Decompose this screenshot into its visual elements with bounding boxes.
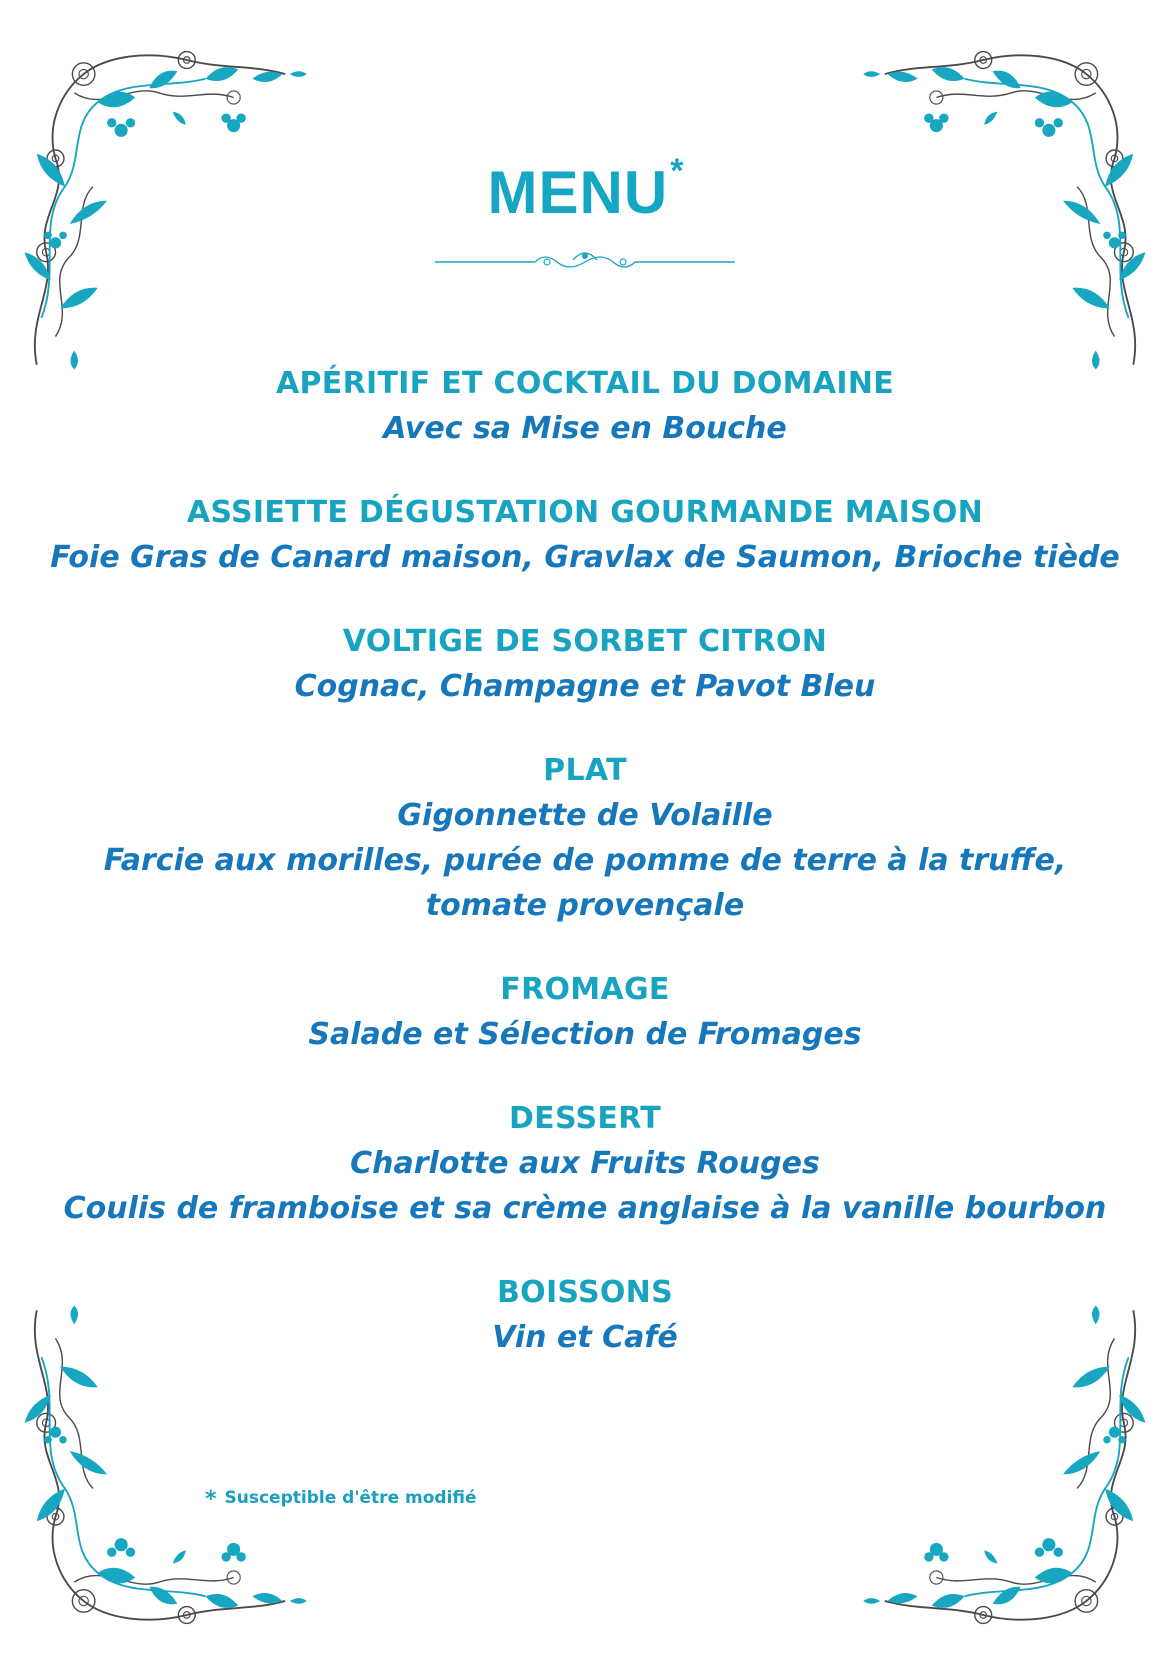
section-line: Cognac, Champagne et Pavot Bleu	[294, 669, 876, 704]
section-heading: ASSIETTE DÉGUSTATION GOURMANDE MAISON	[186, 495, 984, 530]
footnote-mark: *	[205, 1487, 217, 1512]
footnote-text: Susceptible d'être modifié	[224, 1488, 477, 1508]
menu-section-boissons	[0, 1271, 1170, 1360]
section-line: Vin et Café	[492, 1320, 678, 1355]
menu-section-assiette	[0, 491, 1170, 580]
menu-section-fromage	[0, 968, 1170, 1057]
section-line: tomate provençale	[425, 888, 745, 923]
menu-section-sorbet	[0, 620, 1170, 709]
menu-section-plat	[0, 749, 1170, 928]
section-heading: VOLTIGE DE SORBET CITRON	[342, 624, 828, 659]
section-line: Avec sa Mise en Bouche	[383, 411, 787, 446]
section-heading: APÉRITIF ET COCKTAIL DU DOMAINE	[275, 366, 895, 401]
title-mark: *	[670, 152, 685, 190]
section-line: Charlotte aux Fruits Rouges	[350, 1146, 820, 1181]
section-heading: PLAT	[543, 753, 627, 788]
section-heading: FROMAGE	[500, 972, 670, 1007]
ornamental-divider-icon	[435, 250, 735, 274]
page-title	[0, 152, 1170, 227]
section-line: Farcie aux morilles, purée de pomme de terre à la truffe,	[103, 843, 1067, 878]
section-line: Foie Gras de Canard maison, Gravlax de Saumon, Brioche tiède	[50, 540, 1120, 575]
section-heading: BOISSONS	[496, 1275, 673, 1310]
section-line: Coulis de framboise et sa crème anglaise à la vanille bourbon	[63, 1191, 1107, 1226]
section-line: Gigonnette de Volaille	[397, 798, 773, 833]
menu-section-aperitif	[0, 362, 1170, 451]
menu-section-dessert	[0, 1097, 1170, 1231]
footnote	[205, 1484, 477, 1512]
section-heading: DESSERT	[508, 1101, 662, 1136]
menu-list	[0, 362, 1170, 1400]
title-text: MENU	[487, 159, 669, 226]
section-line: Salade et Sélection de Fromages	[308, 1017, 862, 1052]
